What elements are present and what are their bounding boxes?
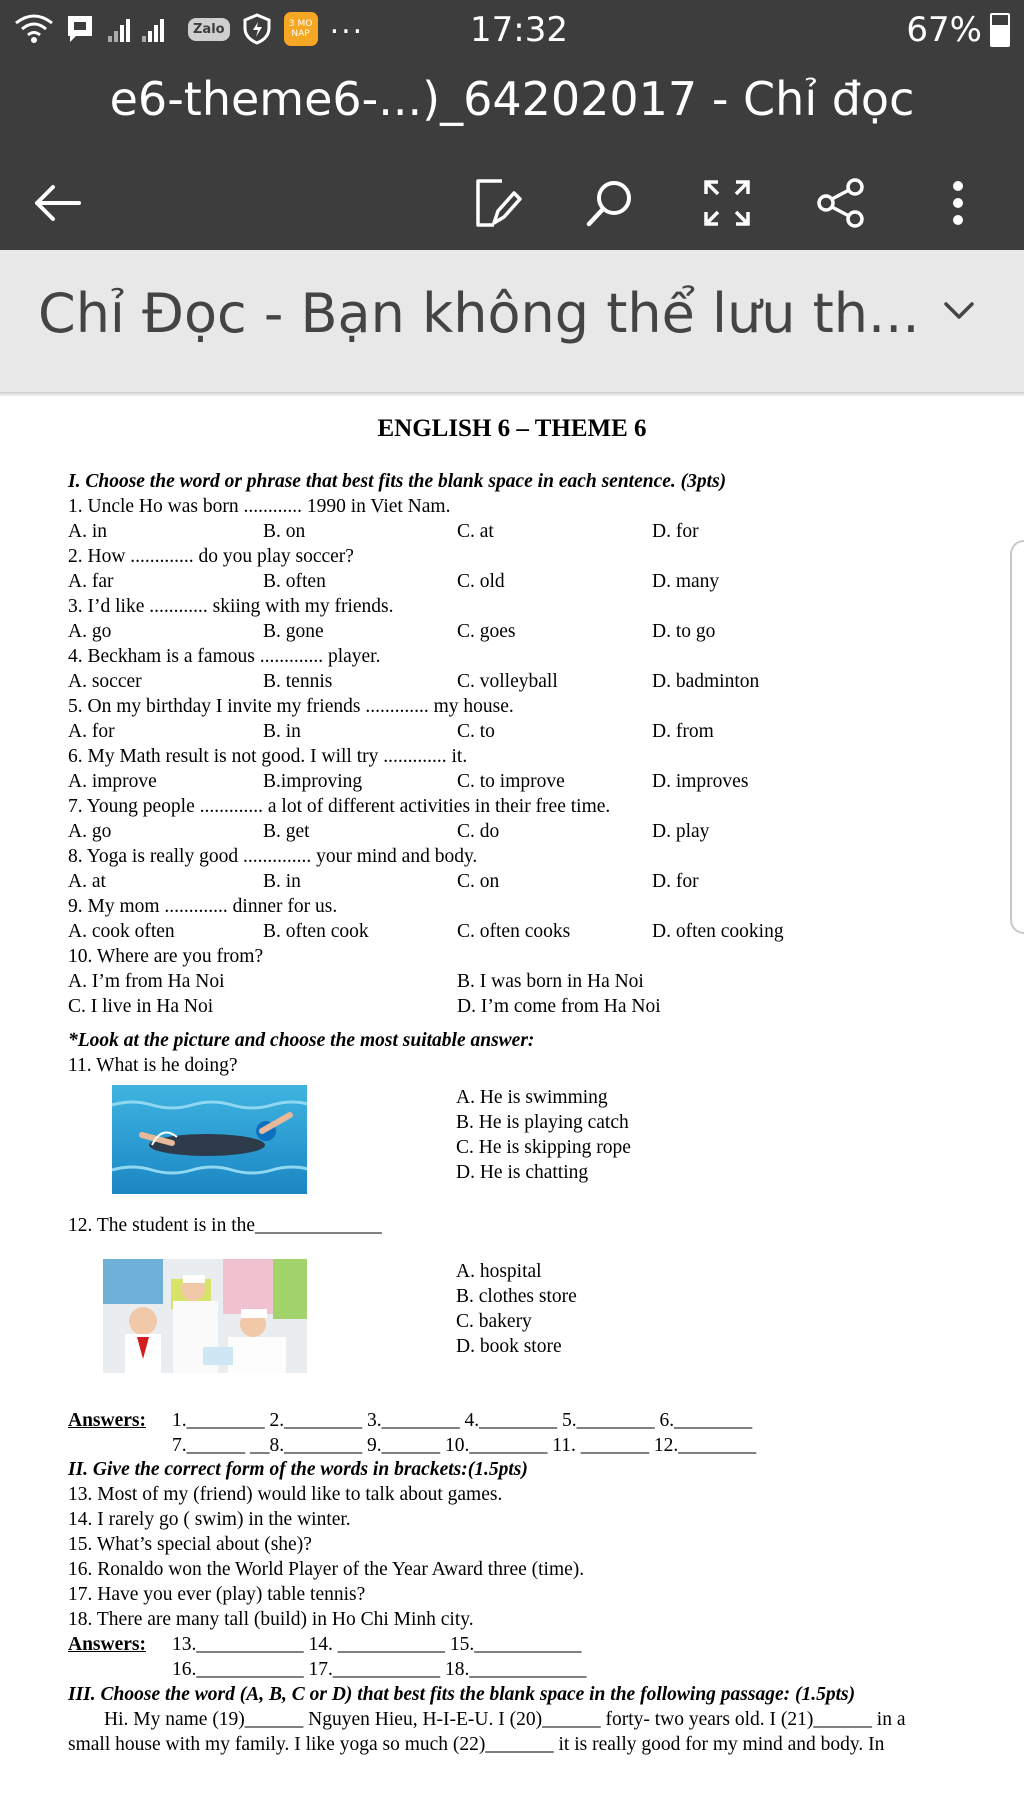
option-b: B. tennis	[263, 671, 333, 692]
answer-blanks-row: 1.________ 2.________ 3.________ 4.________ 5.________ 6.________	[172, 1410, 753, 1431]
option-a: A. cook often	[68, 921, 175, 942]
option-c: C. goes	[457, 621, 516, 642]
answer-blanks-row: 13.___________ 14. ___________ 15.___________	[172, 1634, 582, 1655]
option-c: C. bakery	[456, 1311, 532, 1332]
option-a: A. in	[68, 521, 107, 542]
search-icon	[584, 177, 636, 229]
option-a: A. improve	[68, 771, 157, 792]
option-c: C. volleyball	[457, 671, 558, 692]
zalo-icon: Zalo	[188, 18, 230, 41]
option-a: A. go	[68, 821, 112, 842]
option-c: C. I live in Ha Noi	[68, 996, 214, 1017]
option-d: D. to go	[652, 621, 716, 642]
option-d: D. I’m come from Ha Noi	[457, 996, 661, 1017]
question-text: 9. My mom ............. dinner for us.	[68, 896, 338, 917]
option-b: B.improving	[263, 771, 363, 792]
section-2-heading: II. Give the correct form of the words in brackets:(1.5pts)	[68, 1459, 528, 1480]
app-notification-icon: 3 MO NAP	[284, 12, 318, 46]
option-d: D. badminton	[652, 671, 760, 692]
shield-icon	[242, 13, 272, 45]
more-notifications: ...	[329, 5, 365, 41]
answers-label: Answers:	[68, 1634, 146, 1655]
option-b: B. clothes store	[456, 1286, 577, 1307]
picture-section-heading: *Look at the picture and choose the most suitable answer:	[68, 1030, 535, 1051]
share-icon	[815, 177, 867, 229]
option-d: D. for	[652, 871, 699, 892]
option-c: C. old	[457, 571, 505, 592]
back-arrow-icon	[31, 183, 83, 223]
answer-blanks-row: 7.______ __8.________ 9.______ 10.________ 11. _______ 12.________	[172, 1435, 757, 1456]
question-text: 4. Beckham is a famous ............. player.	[68, 646, 381, 667]
option-b: B. He is playing catch	[456, 1112, 629, 1133]
option-b: B. on	[263, 521, 306, 542]
readonly-message: Chỉ Đọc - Bạn không thể lưu th...	[38, 282, 920, 345]
question-text: 1. Uncle Ho was born ............ 1990 in Viet Nam.	[68, 496, 451, 517]
option-c: C. to	[457, 721, 495, 742]
share-button[interactable]	[806, 168, 876, 238]
question-text: 2. How ............. do you play soccer?	[68, 546, 354, 567]
option-b: B. I was born in Ha Noi	[457, 971, 644, 992]
option-d: D. from	[652, 721, 714, 742]
signal-icon	[106, 14, 176, 44]
option-c: C. on	[457, 871, 500, 892]
option-c: C. to improve	[457, 771, 565, 792]
question-text: 5. On my birthday I invite my friends ............. my house.	[68, 696, 514, 717]
option-c: C. often cooks	[457, 921, 571, 942]
wifi-icon	[14, 13, 54, 45]
question-text: 8. Yoga is really good .............. your mind and body.	[68, 846, 478, 867]
option-c: C. He is skipping rope	[456, 1137, 631, 1158]
document-title: e6-theme6-...)_64202017 - Chỉ đọc	[109, 72, 915, 126]
option-b: B. often	[263, 571, 326, 592]
exercise-item: 13. Most of my (friend) would like to talk about games.	[68, 1484, 503, 1505]
edit-icon	[472, 177, 522, 229]
option-c: C. at	[457, 521, 494, 542]
app-bar	[0, 64, 1024, 250]
search-button[interactable]	[575, 168, 645, 238]
passage-line: small house with my family. I like yoga so much (22)_______ it is really good for my mind and body. In	[68, 1734, 885, 1755]
exercise-item: 15. What’s special about (she)?	[68, 1534, 312, 1555]
more-vertical-icon	[950, 180, 966, 226]
question-text: 12. The student is in the_____________	[68, 1215, 382, 1236]
option-a: A. He is swimming	[456, 1087, 608, 1108]
scroll-handle[interactable]	[1010, 540, 1024, 934]
message-icon	[66, 14, 94, 44]
answer-blanks-row: 16.___________ 17.___________ 18.____________	[172, 1659, 587, 1680]
chevron-down-icon[interactable]	[942, 300, 976, 322]
document-heading: ENGLISH 6 – THEME 6	[377, 415, 647, 442]
option-a: A. I’m from Ha Noi	[68, 971, 225, 992]
option-d: D. for	[652, 521, 699, 542]
clock: 17:32	[470, 10, 568, 50]
more-options-button[interactable]	[923, 168, 993, 238]
question-text: 10. Where are you from?	[68, 946, 264, 967]
option-b: B. in	[263, 871, 301, 892]
battery-icon	[990, 13, 1010, 47]
swimmer-image	[112, 1085, 307, 1194]
option-b: B. in	[263, 721, 301, 742]
back-button[interactable]	[22, 168, 92, 238]
exercise-item: 18. There are many tall (build) in Ho Chi Minh city.	[68, 1609, 474, 1630]
fullscreen-icon	[702, 178, 752, 228]
option-d: D. He is chatting	[456, 1162, 589, 1183]
option-a: A. at	[68, 871, 106, 892]
option-d: D. often cooking	[652, 921, 784, 942]
clinic-image	[103, 1259, 307, 1373]
question-text: 6. My Math result is not good. I will try ............. it.	[68, 746, 468, 767]
answers-label: Answers:	[68, 1410, 146, 1431]
exercise-item: 16. Ronaldo won the World Player of the Year Award three (time).	[68, 1559, 585, 1580]
fullscreen-button[interactable]	[692, 168, 762, 238]
option-a: A. hospital	[456, 1261, 542, 1282]
option-a: A. go	[68, 621, 112, 642]
option-d: D. book store	[456, 1336, 562, 1357]
exercise-item: 14. I rarely go ( swim) in the winter.	[68, 1509, 351, 1530]
document-page	[0, 397, 1024, 1820]
section-3-heading: III. Choose the word (A, B, C or D) that best fits the blank space in the following passage: (1.5pts)	[68, 1684, 856, 1705]
edit-button[interactable]	[462, 168, 532, 238]
battery-status	[906, 10, 1010, 50]
status-bar	[0, 0, 1024, 64]
option-d: D. play	[652, 821, 710, 842]
option-a: A. far	[68, 571, 114, 592]
option-d: D. improves	[652, 771, 749, 792]
readonly-banner[interactable]	[0, 250, 1024, 393]
section-1-heading: I. Choose the word or phrase that best fits the blank space in each sentence. (3pts)	[68, 471, 727, 492]
option-a: A. for	[68, 721, 115, 742]
option-a: A. soccer	[68, 671, 142, 692]
passage-line: Hi. My name (19)______ Nguyen Hieu, H-I-E-U. I (20)______ forty- two years old. I (21)______ in a	[104, 1709, 906, 1730]
option-c: C. do	[457, 821, 500, 842]
exercise-item: 17. Have you ever (play) table tennis?	[68, 1584, 366, 1605]
option-b: B. gone	[263, 621, 324, 642]
option-b: B. often cook	[263, 921, 369, 942]
option-b: B. get	[263, 821, 310, 842]
status-icons	[14, 5, 365, 46]
battery-percent: 67%	[906, 10, 982, 50]
question-text: 11. What is he doing?	[68, 1055, 238, 1076]
option-d: D. many	[652, 571, 720, 592]
question-text: 3. I’d like ............ skiing with my friends.	[68, 596, 394, 617]
question-text: 7. Young people ............. a lot of different activities in their free time.	[68, 796, 611, 817]
